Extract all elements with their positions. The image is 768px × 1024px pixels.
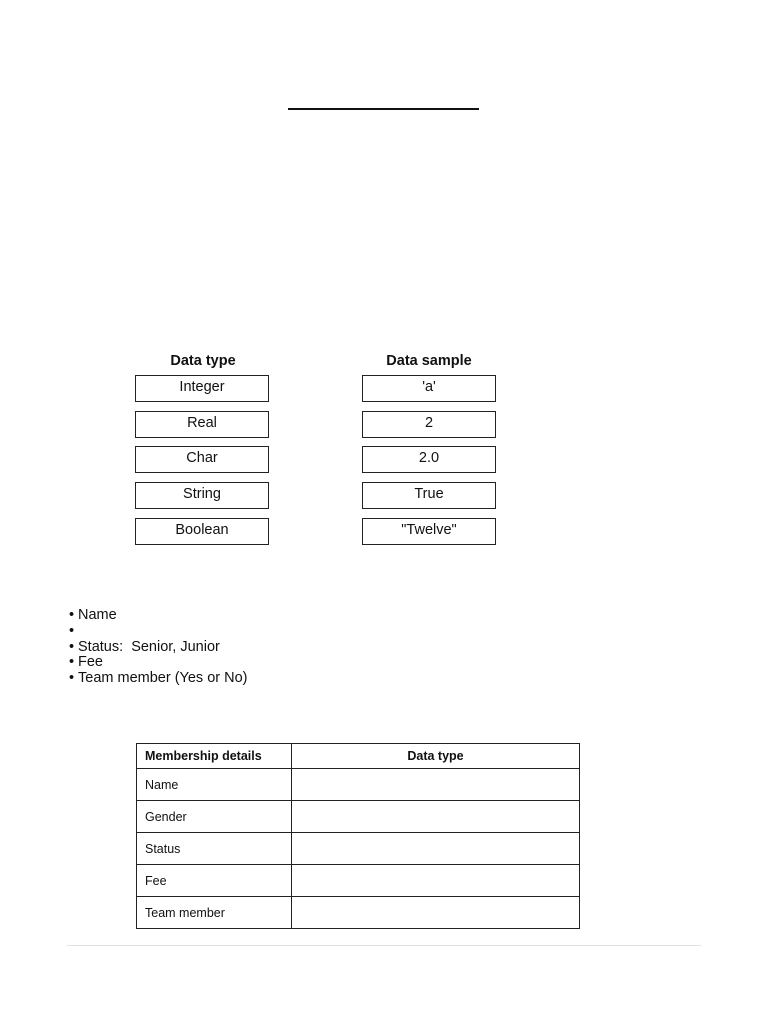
bullet-marker: • (69, 607, 75, 623)
footer-divider (67, 945, 701, 946)
title-underline (288, 108, 479, 110)
table-row (137, 865, 580, 897)
data-type-answer-cell[interactable] (292, 769, 580, 801)
data-sample-box[interactable]: 'a' (362, 375, 496, 402)
bullet-marker: • (69, 654, 75, 671)
list-item (69, 624, 248, 640)
table-header-row (137, 744, 580, 769)
membership-fields-list (69, 608, 248, 687)
bullet-marker: • (69, 622, 75, 639)
data-type-heading: Data type (170, 353, 236, 369)
membership-table (136, 743, 580, 929)
data-type-box[interactable]: Real (135, 411, 269, 438)
table-row (137, 897, 580, 929)
list-item-text: Fee (78, 654, 103, 671)
data-type-answer-cell[interactable] (292, 833, 580, 865)
membership-detail-cell: Fee (137, 865, 292, 897)
data-type-box[interactable]: Integer (135, 375, 269, 402)
bullet-marker: • (69, 638, 75, 655)
list-item (69, 640, 248, 656)
data-sample-box[interactable]: 2 (362, 411, 496, 438)
membership-detail-cell: Team member (137, 897, 292, 929)
list-item (69, 608, 248, 624)
data-type-answer-cell[interactable] (292, 897, 580, 929)
data-type-box[interactable]: String (135, 482, 269, 509)
membership-details-header: Membership details (137, 744, 292, 769)
data-sample-box[interactable]: 2.0 (362, 446, 496, 473)
list-item-text: Team member (Yes or No) (78, 670, 248, 687)
list-item-text: Name (78, 607, 117, 623)
data-type-answer-cell[interactable] (292, 865, 580, 897)
data-type-box[interactable]: Char (135, 446, 269, 473)
list-item (69, 655, 248, 671)
data-type-header: Data type (292, 744, 580, 769)
membership-detail-cell: Name (137, 769, 292, 801)
table-row (137, 833, 580, 865)
table-row (137, 801, 580, 833)
data-sample-heading: Data sample (386, 353, 472, 369)
data-type-answer-cell[interactable] (292, 801, 580, 833)
bullet-marker: • (69, 670, 75, 687)
list-item-text: Status: Senior, Junior (78, 638, 220, 655)
membership-detail-cell: Gender (137, 801, 292, 833)
list-item (69, 671, 248, 687)
table-row (137, 769, 580, 801)
data-sample-box[interactable]: True (362, 482, 496, 509)
data-sample-box[interactable]: "Twelve" (362, 518, 496, 545)
data-type-box[interactable]: Boolean (135, 518, 269, 545)
membership-detail-cell: Status (137, 833, 292, 865)
